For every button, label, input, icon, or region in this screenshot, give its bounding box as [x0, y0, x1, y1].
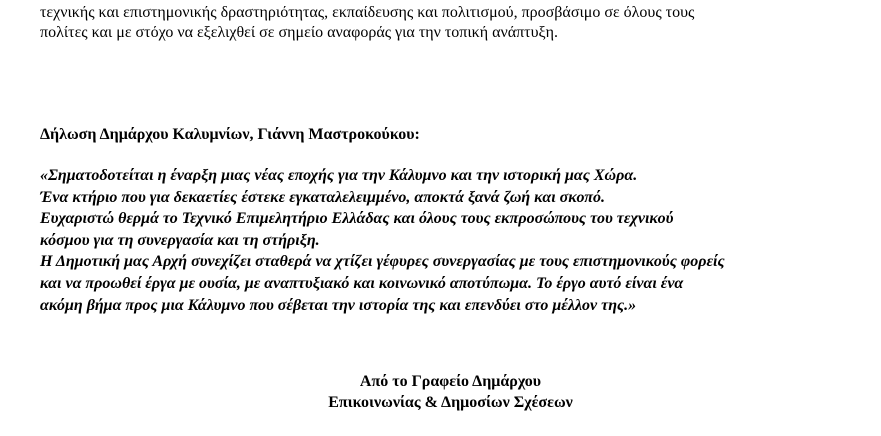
quote-line: Η Δημοτική μας Αρχή συνεχίζει σταθερά να χτίζει γέφυρες συνεργασίας με τους επιστημονικούς φορείς: [40, 253, 725, 271]
intro-line: πολίτες και με στόχο να εξελιχθεί σε σημείο αναφοράς για την τοπική ανάπτυξη.: [40, 24, 559, 41]
mayor-quote: [40, 165, 870, 316]
quote-line: ακόμη βήμα προς μια Κάλυμνο που σέβεται την ιστορία της και επενδύει στο μέλλον της.»: [40, 296, 637, 314]
signature-department: Επικοινωνίας & Δημοσίων Σχέσεων: [328, 394, 573, 411]
signature-block: [0, 371, 881, 413]
quote-line: κόσμου για τη συνεργασία και τη στήριξη.: [40, 231, 320, 249]
intro-line: τεχνικής και επιστημονικής δραστηριότητας, εκπαίδευσης και πολιτισμού, προσβάσιμο σε όλους τους: [40, 4, 695, 21]
quote-line: Ευχαριστώ θερμά το Τεχνικό Επιμελητήριο Ελλάδας και όλους τους εκπροσώπους του τεχνικού: [40, 210, 674, 228]
quote-line: «Σηματοδοτείται η έναρξη μιας νέας εποχής για την Κάλυμνο και την ιστορική μας Χώρα.: [40, 167, 638, 184]
quote-line: και να προωθεί έργα με ουσία, με αναπτυξιακό και κοινωνικό αποτύπωμα. Το έργο αυτό είναι ένα: [40, 274, 684, 292]
quote-line: Ένα κτήριο που για δεκαετίες έστεκε εγκαταλελειμμένο, αποκτά ξανά ζωή και σκοπό.: [40, 188, 605, 206]
statement-heading: Δήλωση Δημάρχου Καλυμνίων, Γιάννη Μαστροκούκου:: [40, 126, 420, 143]
signature-office: Από το Γραφείο Δημάρχου: [359, 373, 542, 390]
intro-paragraph: [40, 3, 860, 43]
